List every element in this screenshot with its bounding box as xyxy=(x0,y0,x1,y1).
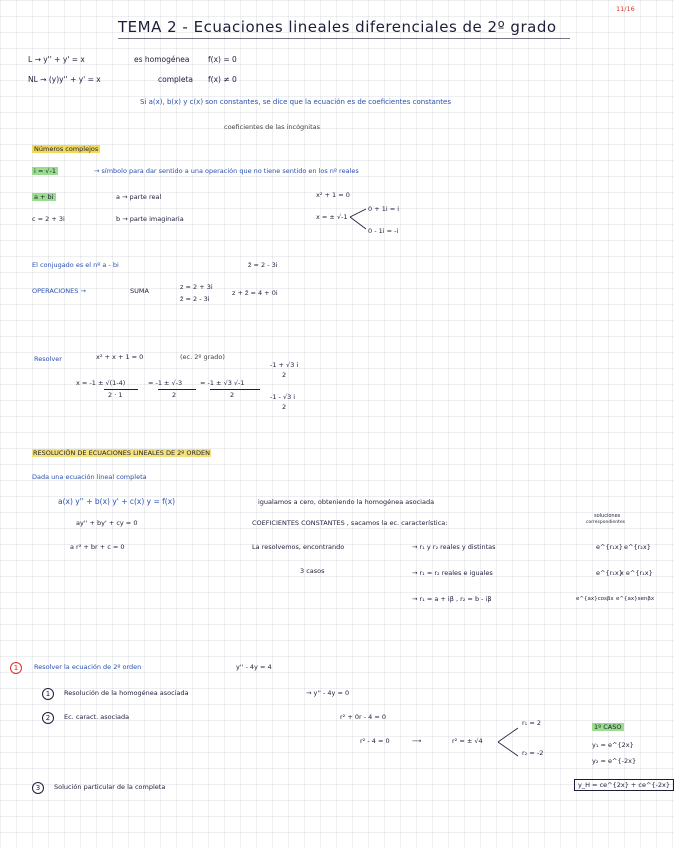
resolver-work-2: = -1 ± √-3 xyxy=(148,379,183,387)
step-1-equation: → y'' - 4y = 0 xyxy=(306,689,350,697)
operation-z-conj: z̄ = 2 - 3i xyxy=(180,295,210,303)
step-2-equation: r² + 0r - 4 = 0 xyxy=(340,713,386,721)
i-description: → símbolo para dar sentido a una operación que no tiene sentido en los nº reales xyxy=(94,167,359,175)
step-1-text: Resolución de la homogénea asociada xyxy=(64,689,189,697)
resolver-note: (ec. 2º grado) xyxy=(180,353,225,361)
case-3-sol-2: e^{ax}senβx xyxy=(616,596,655,602)
homogeneous-eq: ay'' + by' + cy = 0 xyxy=(76,519,138,527)
side-root-1: 0 + 1i = i xyxy=(368,205,400,213)
case-1-sol-1: e^{r₁x} xyxy=(596,543,623,551)
case-3: → r₁ = a + iβ , r₂ = b - iβ xyxy=(412,595,492,603)
step-2-text: Ec. caract. asociada xyxy=(64,713,130,721)
i-definition: i = √-1 xyxy=(34,167,57,175)
case-1-sol-2: e^{r₂x} xyxy=(624,543,651,551)
operations-sum: SUMA xyxy=(130,287,149,295)
resolver-root-1: -1 + √3 i xyxy=(270,361,299,369)
resolver-root-2: -1 - √3 i xyxy=(270,393,296,401)
step-2-work: r² - 4 = 0 xyxy=(360,737,390,745)
side-root-2: 0 - 1i = -i xyxy=(368,227,399,235)
resolver-label: Resolver xyxy=(34,355,62,363)
intro-eq1-note: es homogénea xyxy=(134,55,190,64)
fraction-bar-1 xyxy=(104,389,138,390)
cases-label: 3 casos xyxy=(300,567,325,575)
exercise-title: Resolver la ecuación de 2º orden xyxy=(34,663,142,671)
case-2: → r₁ = r₂ reales e iguales xyxy=(412,569,493,577)
resolver-work-2-den: 2 xyxy=(172,391,177,399)
side-equation: x² + 1 = 0 xyxy=(316,191,350,199)
final-solution: y_H = ce^{2x} + ce^{-2x} xyxy=(574,782,674,789)
real-part-desc: a → parte real xyxy=(116,193,162,201)
imag-part-desc: b → parte imaginaria xyxy=(116,215,184,223)
intro-eq1: L → y'' + y' = x xyxy=(28,55,85,64)
case-2-sol-2: x e^{r₁x} xyxy=(620,569,653,577)
solutions-sub: correspondientes xyxy=(586,520,625,525)
resolver-work-1-den: 2 · 1 xyxy=(108,391,123,399)
exercise-number: 1 xyxy=(10,662,22,674)
step-3-text: Solución particular de la completa xyxy=(54,783,166,791)
root-1: r₁ = 2 xyxy=(522,719,541,727)
root-2: r₂ = -2 xyxy=(522,749,544,757)
intro-eq2-note: completa xyxy=(158,75,194,84)
coef-text: COEFICIENTES CONSTANTES , sacamos la ec. característica: xyxy=(252,519,448,527)
step-1-number: 1 xyxy=(42,688,54,700)
resolver-work-1: x = -1 ± √(1-4) xyxy=(76,379,126,387)
resolver-root-2-den: 2 xyxy=(282,403,287,411)
intro-eq2: NL → (y)y'' + y' = x xyxy=(28,75,101,84)
step-2-number: 2 xyxy=(42,712,54,724)
case-3-sol-1: e^{ax}cosβx xyxy=(576,596,614,602)
branch-arrows xyxy=(348,202,368,232)
step-2-work-2: r² = ± √4 xyxy=(452,737,483,745)
operation-result: z + z̄ = 4 + 0i xyxy=(232,289,278,297)
solutions-label: soluciones xyxy=(594,513,621,519)
page-title: TEMA 2 - Ecuaciones lineales diferenciales de 2º grado xyxy=(118,18,557,36)
general-note: igualamos a cero, obteniendo la homogénea asociada xyxy=(258,498,435,506)
conjugate-text: El conjugado es el nº a - bi xyxy=(32,261,119,269)
resolver-work-3: = -1 ± √3 √-1 xyxy=(200,379,245,387)
complejos-heading: Números complejos xyxy=(34,145,99,153)
page-number: 11/16 xyxy=(616,5,635,13)
fraction-bar-2 xyxy=(158,389,196,390)
solution-y1: y₁ = e^{2x} xyxy=(592,741,634,749)
conjugate-eq: z̄ = 2 - 3i xyxy=(248,261,278,269)
resolver-root-1-den: 2 xyxy=(282,371,287,379)
intro-eq2-cond: f(x) ≠ 0 xyxy=(208,75,237,84)
characteristic-eq: a r² + br + c = 0 xyxy=(70,543,125,551)
resolver-equation: x² + x + 1 = 0 xyxy=(96,353,144,361)
arrow: ⟶ xyxy=(412,737,422,745)
intro-eq1-cond: f(x) = 0 xyxy=(208,55,237,64)
resolucion-heading: RESOLUCIÓN DE ECUACIONES LINEALES DE 2º ORDEN xyxy=(33,449,210,457)
resolver-work-3-den: 2 xyxy=(230,391,235,399)
fraction-bar-3 xyxy=(210,389,260,390)
solution-y2: y₂ = e^{-2x} xyxy=(592,757,637,765)
case-2-sol-1: e^{r₁x} xyxy=(596,569,623,577)
side-solution: x = ± √-1 xyxy=(316,213,348,221)
case-label: 1º CASO xyxy=(594,723,622,731)
operations-label: OPERACIONES → xyxy=(32,287,86,295)
operation-z: z = 2 + 3i xyxy=(180,283,213,291)
case-1: → r₁ y r₂ reales y distintas xyxy=(412,543,496,551)
title-underline xyxy=(118,38,570,39)
step-3-number: 3 xyxy=(32,782,44,794)
intro-coef-note: Si a(x), b(x) y c(x) son constantes, se dice que la ecuación es de coeficientes constantes xyxy=(140,98,451,106)
complex-form: a + bi xyxy=(34,193,54,201)
resolve-text: La resolvemos, encontrando xyxy=(252,543,345,551)
general-equation: a(x) y'' + b(x) y' + c(x) y = f(x) xyxy=(58,497,176,506)
resolucion-subheading: Dada una ecuación lineal completa xyxy=(32,473,147,481)
intro-coef-sub: coeficientes de las incógnitas xyxy=(224,123,321,131)
exercise-equation: y'' - 4y = 4 xyxy=(236,663,272,671)
complex-example: c = 2 + 3i xyxy=(32,215,65,223)
roots-branch xyxy=(496,724,522,760)
